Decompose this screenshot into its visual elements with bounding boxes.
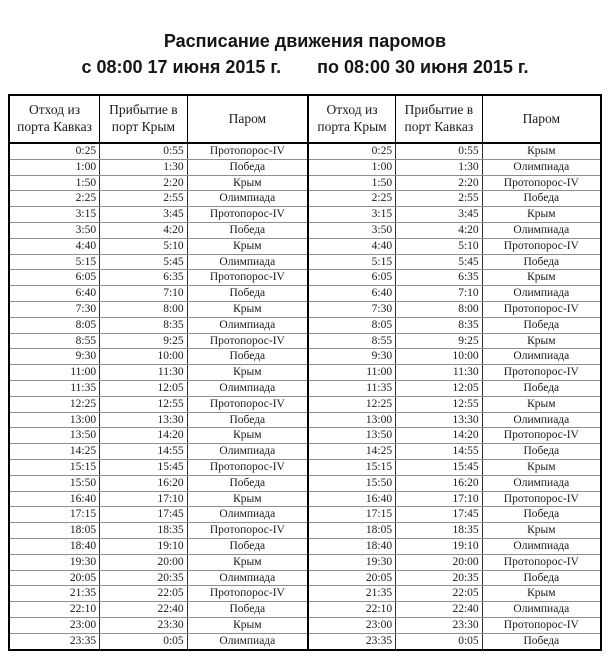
- time-cell: 22:05: [396, 586, 483, 602]
- time-cell: 1:30: [396, 159, 483, 175]
- time-cell: 3:50: [9, 222, 100, 238]
- time-cell: 14:55: [396, 444, 483, 460]
- time-cell: 15:50: [308, 475, 396, 491]
- time-cell: 20:05: [9, 570, 100, 586]
- time-cell: 1:50: [9, 175, 100, 191]
- ferry-name-cell: Протопорос-IV: [482, 365, 601, 381]
- time-cell: 23:35: [9, 633, 100, 649]
- ferry-name-cell: Протопорос-IV: [482, 491, 601, 507]
- time-cell: 2:55: [100, 191, 188, 207]
- table-row: [9, 554, 601, 570]
- time-cell: 17:15: [9, 507, 100, 523]
- ferry-name-cell: Протопорос-IV: [187, 523, 308, 539]
- title-line-1: Расписание движения паромов: [163, 31, 447, 51]
- ferry-name-cell: Крым: [187, 238, 308, 254]
- time-cell: 19:30: [9, 554, 100, 570]
- time-cell: 18:40: [308, 538, 396, 554]
- ferry-name-cell: Победа: [482, 570, 601, 586]
- time-cell: 3:15: [9, 207, 100, 223]
- header-arrive-kavkaz: Прибытие в порт Кавказ: [396, 95, 483, 143]
- time-cell: 6:35: [396, 270, 483, 286]
- time-cell: 23:00: [308, 617, 396, 633]
- ferry-name-cell: Олимпиада: [482, 475, 601, 491]
- time-cell: 4:20: [100, 222, 188, 238]
- time-cell: 22:10: [308, 602, 396, 618]
- time-cell: 22:40: [396, 602, 483, 618]
- time-cell: 5:15: [308, 254, 396, 270]
- table-row: [9, 159, 601, 175]
- time-cell: 8:55: [9, 333, 100, 349]
- time-cell: 16:40: [308, 491, 396, 507]
- time-cell: 23:30: [396, 617, 483, 633]
- title-date-to: по 08:00 30 июня 2015 г.: [317, 57, 529, 77]
- ferry-name-cell: Олимпиада: [482, 286, 601, 302]
- time-cell: 18:35: [100, 523, 188, 539]
- ferry-name-cell: Крым: [482, 396, 601, 412]
- time-cell: 19:10: [396, 538, 483, 554]
- time-cell: 22:05: [100, 586, 188, 602]
- ferry-name-cell: Победа: [482, 254, 601, 270]
- time-cell: 6:35: [100, 270, 188, 286]
- time-cell: 19:30: [308, 554, 396, 570]
- time-cell: 21:35: [308, 586, 396, 602]
- time-cell: 5:45: [100, 254, 188, 270]
- time-cell: 14:20: [100, 428, 188, 444]
- header-ferry-left: Паром: [187, 95, 308, 143]
- ferry-name-cell: Победа: [482, 380, 601, 396]
- ferry-name-cell: Победа: [482, 444, 601, 460]
- time-cell: 13:00: [308, 412, 396, 428]
- time-cell: 0:25: [308, 143, 396, 159]
- ferry-name-cell: Крым: [187, 617, 308, 633]
- table-row: [9, 459, 601, 475]
- time-cell: 10:00: [100, 349, 188, 365]
- ferry-name-cell: Крым: [187, 301, 308, 317]
- time-cell: 5:15: [9, 254, 100, 270]
- ferry-name-cell: Победа: [187, 412, 308, 428]
- time-cell: 15:45: [100, 459, 188, 475]
- time-cell: 0:55: [396, 143, 483, 159]
- time-cell: 11:35: [9, 380, 100, 396]
- time-cell: 2:20: [100, 175, 188, 191]
- table-row: [9, 507, 601, 523]
- header-row: [9, 95, 601, 143]
- time-cell: 12:55: [396, 396, 483, 412]
- time-cell: 3:15: [308, 207, 396, 223]
- ferry-name-cell: Победа: [187, 475, 308, 491]
- time-cell: 6:05: [9, 270, 100, 286]
- ferry-name-cell: Олимпиада: [482, 412, 601, 428]
- table-row: [9, 428, 601, 444]
- time-cell: 7:10: [100, 286, 188, 302]
- time-cell: 10:00: [396, 349, 483, 365]
- time-cell: 0:55: [100, 143, 188, 159]
- time-cell: 8:05: [308, 317, 396, 333]
- time-cell: 7:30: [9, 301, 100, 317]
- time-cell: 19:10: [100, 538, 188, 554]
- ferry-name-cell: Олимпиада: [187, 633, 308, 649]
- ferry-name-cell: Протопорос-IV: [482, 428, 601, 444]
- table-row: [9, 380, 601, 396]
- ferry-name-cell: Крым: [482, 523, 601, 539]
- time-cell: 11:00: [9, 365, 100, 381]
- ferry-name-cell: Протопорос-IV: [187, 586, 308, 602]
- ferry-name-cell: Крым: [187, 428, 308, 444]
- title-line-2: [0, 56, 610, 78]
- time-cell: 16:20: [396, 475, 483, 491]
- table-row: [9, 238, 601, 254]
- time-cell: 20:05: [308, 570, 396, 586]
- time-cell: 8:00: [396, 301, 483, 317]
- table-row: [9, 396, 601, 412]
- time-cell: 5:10: [100, 238, 188, 254]
- ferry-name-cell: Олимпиада: [482, 349, 601, 365]
- time-cell: 14:25: [308, 444, 396, 460]
- table-row: [9, 617, 601, 633]
- header-depart-krym: Отход из порта Крым: [308, 95, 396, 143]
- table-row: [9, 286, 601, 302]
- header-depart-kavkaz: Отход из порта Кавказ: [9, 95, 100, 143]
- time-cell: 1:30: [100, 159, 188, 175]
- time-cell: 9:30: [9, 349, 100, 365]
- time-cell: 3:50: [308, 222, 396, 238]
- time-cell: 13:50: [308, 428, 396, 444]
- ferry-name-cell: Олимпиада: [187, 191, 308, 207]
- time-cell: 1:00: [9, 159, 100, 175]
- ferry-name-cell: Крым: [482, 270, 601, 286]
- ferry-name-cell: Победа: [482, 507, 601, 523]
- page-title: [0, 0, 610, 78]
- time-cell: 15:15: [308, 459, 396, 475]
- ferry-name-cell: Победа: [187, 222, 308, 238]
- time-cell: 0:05: [396, 633, 483, 649]
- ferry-name-cell: Олимпиада: [187, 570, 308, 586]
- time-cell: 13:00: [9, 412, 100, 428]
- ferry-schedule-table: [8, 94, 602, 651]
- time-cell: 15:15: [9, 459, 100, 475]
- time-cell: 22:10: [9, 602, 100, 618]
- time-cell: 2:25: [9, 191, 100, 207]
- ferry-name-cell: Протопорос-IV: [187, 143, 308, 159]
- time-cell: 23:00: [9, 617, 100, 633]
- table-row: [9, 270, 601, 286]
- table-row: [9, 633, 601, 649]
- table-row: [9, 191, 601, 207]
- time-cell: 7:10: [396, 286, 483, 302]
- ferry-name-cell: Победа: [482, 191, 601, 207]
- ferry-name-cell: Протопорос-IV: [187, 396, 308, 412]
- table-row: [9, 523, 601, 539]
- ferry-name-cell: Крым: [187, 365, 308, 381]
- ferry-name-cell: Протопорос-IV: [482, 238, 601, 254]
- time-cell: 23:35: [308, 633, 396, 649]
- time-cell: 3:45: [396, 207, 483, 223]
- time-cell: 15:50: [9, 475, 100, 491]
- table-row: [9, 222, 601, 238]
- table-row: [9, 333, 601, 349]
- time-cell: 4:20: [396, 222, 483, 238]
- time-cell: 12:05: [396, 380, 483, 396]
- time-cell: 20:35: [100, 570, 188, 586]
- schedule-table-body: [9, 143, 601, 650]
- time-cell: 9:25: [396, 333, 483, 349]
- time-cell: 16:40: [9, 491, 100, 507]
- time-cell: 14:20: [396, 428, 483, 444]
- time-cell: 13:30: [396, 412, 483, 428]
- time-cell: 13:50: [9, 428, 100, 444]
- time-cell: 2:55: [396, 191, 483, 207]
- ferry-name-cell: Крым: [187, 491, 308, 507]
- time-cell: 1:00: [308, 159, 396, 175]
- ferry-name-cell: Протопорос-IV: [482, 301, 601, 317]
- ferry-name-cell: Победа: [482, 633, 601, 649]
- time-cell: 22:40: [100, 602, 188, 618]
- time-cell: 15:45: [396, 459, 483, 475]
- time-cell: 11:00: [308, 365, 396, 381]
- time-cell: 17:10: [100, 491, 188, 507]
- ferry-name-cell: Крым: [482, 586, 601, 602]
- ferry-name-cell: Крым: [482, 333, 601, 349]
- time-cell: 2:25: [308, 191, 396, 207]
- time-cell: 8:35: [396, 317, 483, 333]
- time-cell: 5:10: [396, 238, 483, 254]
- table-row: [9, 254, 601, 270]
- ferry-name-cell: Олимпиада: [482, 222, 601, 238]
- ferry-name-cell: Олимпиада: [187, 254, 308, 270]
- time-cell: 3:45: [100, 207, 188, 223]
- table-row: [9, 349, 601, 365]
- table-row: [9, 301, 601, 317]
- time-cell: 12:55: [100, 396, 188, 412]
- ferry-name-cell: Олимпиада: [482, 602, 601, 618]
- ferry-name-cell: Протопорос-IV: [187, 207, 308, 223]
- time-cell: 6:40: [308, 286, 396, 302]
- table-row: [9, 317, 601, 333]
- time-cell: 11:30: [100, 365, 188, 381]
- time-cell: 16:20: [100, 475, 188, 491]
- ferry-name-cell: Крым: [482, 143, 601, 159]
- ferry-name-cell: Олимпиада: [187, 317, 308, 333]
- ferry-name-cell: Олимпиада: [187, 444, 308, 460]
- time-cell: 20:00: [396, 554, 483, 570]
- table-row: [9, 175, 601, 191]
- time-cell: 14:25: [9, 444, 100, 460]
- time-cell: 18:05: [9, 523, 100, 539]
- ferry-name-cell: Победа: [187, 159, 308, 175]
- table-row: [9, 538, 601, 554]
- ferry-name-cell: Протопорос-IV: [482, 175, 601, 191]
- table-row: [9, 412, 601, 428]
- time-cell: 5:45: [396, 254, 483, 270]
- time-cell: 8:35: [100, 317, 188, 333]
- ferry-name-cell: Крым: [482, 207, 601, 223]
- ferry-name-cell: Победа: [187, 538, 308, 554]
- time-cell: 1:50: [308, 175, 396, 191]
- ferry-name-cell: Крым: [187, 175, 308, 191]
- time-cell: 12:05: [100, 380, 188, 396]
- ferry-name-cell: Победа: [187, 349, 308, 365]
- time-cell: 0:25: [9, 143, 100, 159]
- ferry-name-cell: Победа: [187, 286, 308, 302]
- ferry-name-cell: Победа: [482, 317, 601, 333]
- table-row: [9, 602, 601, 618]
- table-row: [9, 570, 601, 586]
- ferry-name-cell: Протопорос-IV: [482, 617, 601, 633]
- table-row: [9, 365, 601, 381]
- time-cell: 8:00: [100, 301, 188, 317]
- table-row: [9, 491, 601, 507]
- time-cell: 20:00: [100, 554, 188, 570]
- time-cell: 6:40: [9, 286, 100, 302]
- time-cell: 20:35: [396, 570, 483, 586]
- time-cell: 2:20: [396, 175, 483, 191]
- time-cell: 11:35: [308, 380, 396, 396]
- ferry-name-cell: Протопорос-IV: [482, 554, 601, 570]
- time-cell: 0:05: [100, 633, 188, 649]
- time-cell: 12:25: [308, 396, 396, 412]
- time-cell: 11:30: [396, 365, 483, 381]
- time-cell: 12:25: [9, 396, 100, 412]
- title-date-from: с 08:00 17 июня 2015 г.: [81, 57, 282, 77]
- ferry-name-cell: Крым: [187, 554, 308, 570]
- table-row: [9, 143, 601, 159]
- table-row: [9, 207, 601, 223]
- time-cell: 4:40: [9, 238, 100, 254]
- ferry-name-cell: Победа: [187, 602, 308, 618]
- time-cell: 9:30: [308, 349, 396, 365]
- ferry-name-cell: Олимпиада: [187, 380, 308, 396]
- ferry-name-cell: Крым: [482, 459, 601, 475]
- time-cell: 17:10: [396, 491, 483, 507]
- time-cell: 13:30: [100, 412, 188, 428]
- ferry-name-cell: Олимпиада: [482, 159, 601, 175]
- time-cell: 17:15: [308, 507, 396, 523]
- ferry-name-cell: Протопорос-IV: [187, 270, 308, 286]
- time-cell: 8:55: [308, 333, 396, 349]
- time-cell: 6:05: [308, 270, 396, 286]
- time-cell: 8:05: [9, 317, 100, 333]
- header-arrive-krym: Прибытие в порт Крым: [100, 95, 188, 143]
- ferry-name-cell: Протопорос-IV: [187, 459, 308, 475]
- table-row: [9, 586, 601, 602]
- time-cell: 9:25: [100, 333, 188, 349]
- time-cell: 18:35: [396, 523, 483, 539]
- ferry-name-cell: Протопорос-IV: [187, 333, 308, 349]
- table-row: [9, 475, 601, 491]
- ferry-name-cell: Олимпиада: [187, 507, 308, 523]
- time-cell: 17:45: [100, 507, 188, 523]
- time-cell: 18:40: [9, 538, 100, 554]
- time-cell: 23:30: [100, 617, 188, 633]
- time-cell: 17:45: [396, 507, 483, 523]
- time-cell: 21:35: [9, 586, 100, 602]
- header-ferry-right: Паром: [482, 95, 601, 143]
- time-cell: 18:05: [308, 523, 396, 539]
- time-cell: 7:30: [308, 301, 396, 317]
- time-cell: 14:55: [100, 444, 188, 460]
- table-row: [9, 444, 601, 460]
- ferry-name-cell: Олимпиада: [482, 538, 601, 554]
- time-cell: 4:40: [308, 238, 396, 254]
